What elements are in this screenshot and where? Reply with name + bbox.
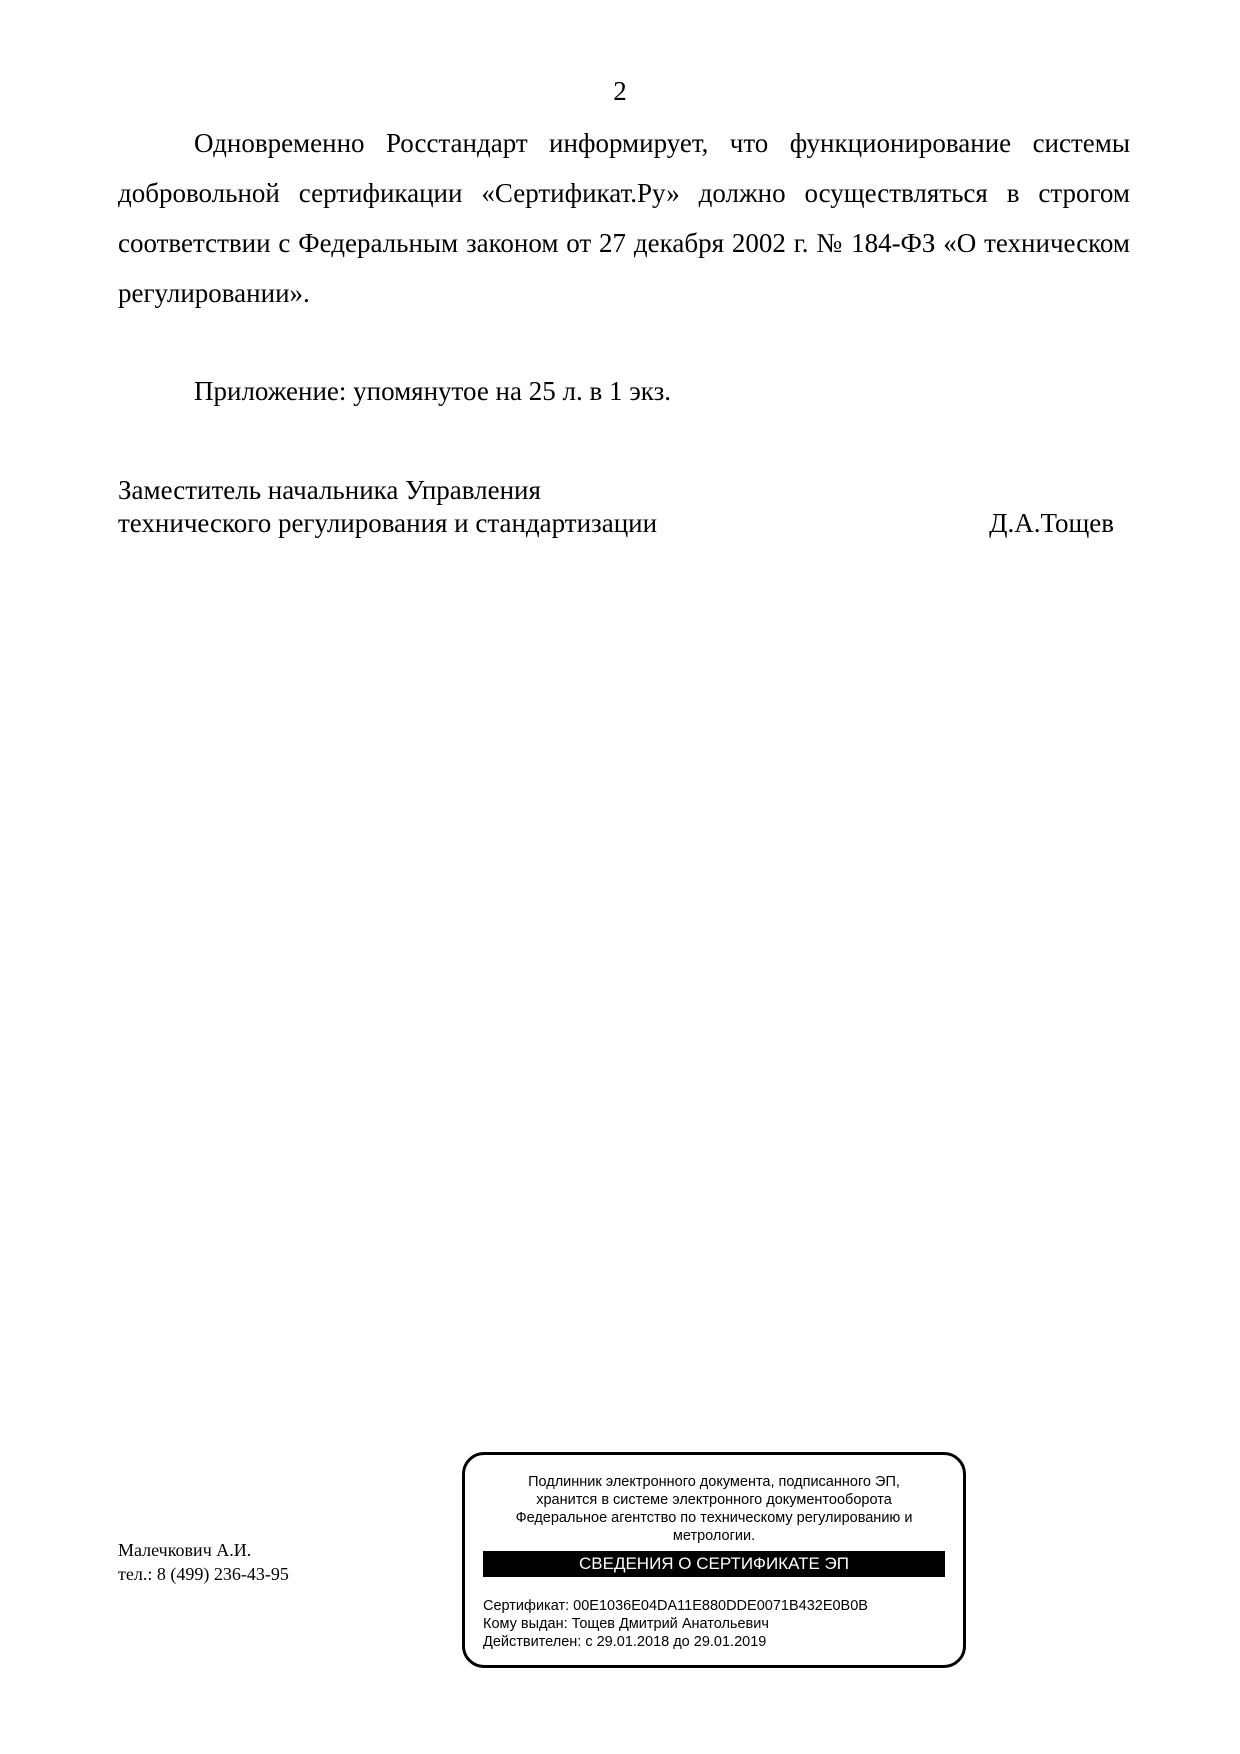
stamp-caption-line: метрологии. (672, 1528, 756, 1544)
electronic-signature-stamp (462, 1452, 966, 1668)
page-number: 2 (613, 76, 627, 106)
signer-name: Д.А.Тощев (989, 508, 1114, 538)
attachment-note: Приложение: упомянутое на 25 л. в 1 экз. (194, 376, 671, 406)
signature-block (118, 474, 1114, 540)
stamp-certificate-row (483, 1597, 868, 1615)
executor-info (118, 1538, 289, 1586)
signer-position-line1: Заместитель начальника Управления (118, 475, 541, 505)
stamp-issued-to-value: Тощев Дмитрий Анатольевич (571, 1616, 769, 1632)
stamp-caption-line: Федеральное агентство по техническому регулированию и (515, 1510, 913, 1526)
stamp-caption-line: Подлинник электронного документа, подписанного ЭП, (528, 1474, 900, 1490)
stamp-details (483, 1597, 868, 1651)
executor-name: Малечкович А.И. (118, 1540, 252, 1560)
stamp-caption-line: хранится в системе электронного документооборота (536, 1492, 892, 1508)
stamp-issued-to-row (483, 1615, 868, 1633)
main-paragraph-text: Одновременно Росстандарт информирует, что функционирование системы добровольной сертификации «Сертификат.Ру» должно осуществляться в строгом соответствии с Федеральным законом от 27 декабря 2002 г. № 184-ФЗ «О техническом регулировании». (118, 128, 1130, 308)
signer-position-line2: технического регулирования и стандартизации (118, 508, 658, 538)
stamp-valid-row (483, 1633, 868, 1651)
stamp-header: СВЕДЕНИЯ О СЕРТИФИКАТЕ ЭП (483, 1551, 945, 1577)
stamp-issued-to-label: Кому выдан: (483, 1616, 568, 1632)
stamp-valid-value: с 29.01.2018 до 29.01.2019 (585, 1634, 767, 1650)
stamp-caption (483, 1473, 945, 1545)
signer-position-line2-row (118, 507, 1114, 540)
main-paragraph (118, 118, 1130, 318)
stamp-valid-label: Действителен: (483, 1634, 582, 1650)
stamp-certificate-label: Сертификат: (483, 1598, 570, 1614)
stamp-certificate-value: 00E1036E04DA11E880DDE0071B432E0B0B (573, 1598, 868, 1614)
executor-phone: тел.: 8 (499) 236-43-95 (118, 1564, 289, 1584)
